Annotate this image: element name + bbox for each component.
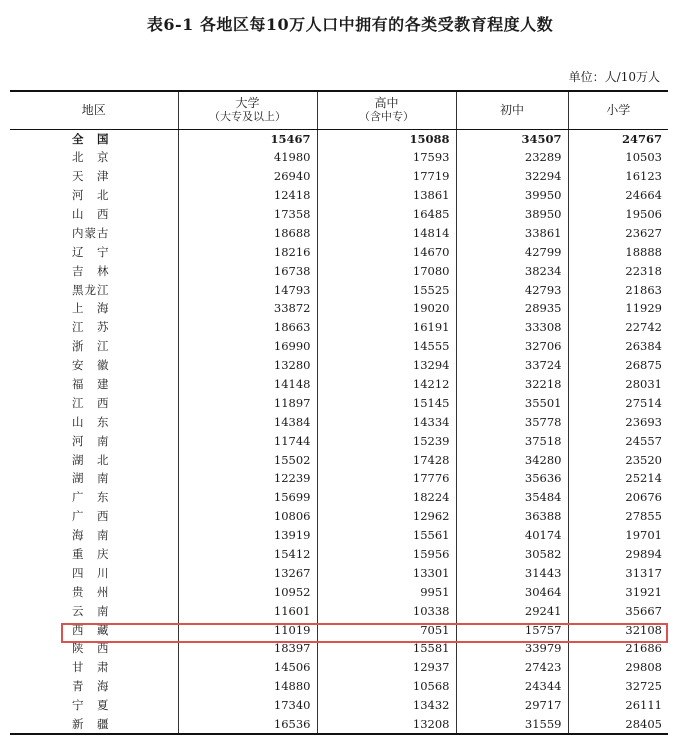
primary-cell: 25214 — [568, 469, 668, 488]
high-school-cell: 13301 — [317, 563, 456, 582]
university-cell: 14793 — [178, 280, 317, 299]
table-row — [10, 601, 668, 620]
table-row — [10, 620, 668, 639]
region-cell: 广 东 — [72, 490, 110, 505]
high-school-cell: 12962 — [317, 507, 456, 526]
junior-high-cell: 40174 — [456, 526, 568, 545]
university-cell: 18216 — [178, 242, 317, 261]
table-row — [10, 280, 668, 299]
region-cell: 山 东 — [72, 414, 110, 429]
primary-cell: 18888 — [568, 242, 668, 261]
primary-cell: 31317 — [568, 563, 668, 582]
header-region — [10, 91, 178, 129]
junior-high-cell: 24344 — [456, 677, 568, 696]
high-school-cell: 16191 — [317, 318, 456, 337]
high-school-cell: 17776 — [317, 469, 456, 488]
high-school-cell: 17080 — [317, 261, 456, 280]
table-row — [10, 658, 668, 677]
header-university-sub: （大专及以上） — [209, 110, 286, 124]
high-school-cell: 15525 — [317, 280, 456, 299]
primary-cell: 19506 — [568, 205, 668, 224]
university-cell: 26940 — [178, 167, 317, 186]
junior-high-cell: 33724 — [456, 356, 568, 375]
junior-high-cell: 36388 — [456, 507, 568, 526]
high-school-cell: 17719 — [317, 167, 456, 186]
university-cell: 11897 — [178, 393, 317, 412]
junior-high-cell: 37518 — [456, 431, 568, 450]
table-row — [10, 186, 668, 205]
high-school-cell: 16485 — [317, 205, 456, 224]
header-primary-label: 小学 — [606, 103, 631, 118]
region-cell: 全 国 — [72, 131, 110, 146]
region-cell: 云 南 — [72, 603, 110, 618]
junior-high-cell: 33308 — [456, 318, 568, 337]
primary-cell: 22318 — [568, 261, 668, 280]
university-cell: 11601 — [178, 601, 317, 620]
primary-cell: 32108 — [568, 620, 668, 639]
university-cell: 13280 — [178, 356, 317, 375]
table-row — [10, 488, 668, 507]
header-region-label: 地区 — [81, 103, 106, 118]
region-cell: 上 海 — [72, 301, 110, 316]
region-cell: 陕 西 — [72, 641, 110, 656]
header-university-label: 大学 — [235, 96, 260, 111]
region-cell: 黑龙江 — [72, 282, 110, 297]
university-cell: 17358 — [178, 205, 317, 224]
junior-high-cell: 32706 — [456, 337, 568, 356]
university-cell: 12418 — [178, 186, 317, 205]
junior-high-cell: 35484 — [456, 488, 568, 507]
header-high-school-label: 高中 — [374, 96, 399, 111]
region-cell: 四 川 — [72, 565, 110, 580]
high-school-cell: 14212 — [317, 375, 456, 394]
primary-cell: 11929 — [568, 299, 668, 318]
table-row — [10, 526, 668, 545]
table-row — [10, 450, 668, 469]
junior-high-cell: 33979 — [456, 639, 568, 658]
high-school-cell: 15561 — [317, 526, 456, 545]
primary-cell: 26384 — [568, 337, 668, 356]
primary-cell: 23627 — [568, 223, 668, 242]
primary-cell: 22742 — [568, 318, 668, 337]
junior-high-cell: 42799 — [456, 242, 568, 261]
primary-cell: 21863 — [568, 280, 668, 299]
university-cell: 15412 — [178, 545, 317, 564]
high-school-cell: 14555 — [317, 337, 456, 356]
university-cell: 12239 — [178, 469, 317, 488]
junior-high-cell: 23289 — [456, 148, 568, 167]
region-cell: 西 藏 — [72, 622, 110, 637]
university-cell: 41980 — [178, 148, 317, 167]
primary-cell: 27855 — [568, 507, 668, 526]
region-cell: 江 西 — [72, 395, 110, 410]
table-row — [10, 507, 668, 526]
primary-cell: 32725 — [568, 677, 668, 696]
region-cell: 湖 南 — [72, 471, 110, 486]
table-row — [10, 639, 668, 658]
primary-cell: 26111 — [568, 696, 668, 715]
high-school-cell: 9951 — [317, 582, 456, 601]
primary-cell: 23693 — [568, 412, 668, 431]
high-school-cell: 13208 — [317, 715, 456, 734]
junior-high-cell: 32218 — [456, 375, 568, 394]
high-school-cell: 10568 — [317, 677, 456, 696]
table-row — [10, 167, 668, 186]
table-row — [10, 431, 668, 450]
high-school-cell: 15581 — [317, 639, 456, 658]
region-cell: 湖 北 — [72, 452, 110, 467]
table-row — [10, 563, 668, 582]
table-title: 表6-1 各地区每10万人口中拥有的各类受教育程度人数 — [146, 15, 554, 34]
primary-cell: 29894 — [568, 545, 668, 564]
primary-cell: 31921 — [568, 582, 668, 601]
table-row — [10, 582, 668, 601]
education-table — [10, 90, 668, 735]
table-body — [10, 129, 668, 734]
primary-cell: 24767 — [568, 129, 668, 148]
table-row — [10, 696, 668, 715]
region-cell: 河 北 — [72, 188, 110, 203]
university-cell: 16536 — [178, 715, 317, 734]
primary-cell: 21686 — [568, 639, 668, 658]
region-cell: 海 南 — [72, 528, 110, 543]
high-school-cell: 18224 — [317, 488, 456, 507]
region-cell: 山 西 — [72, 207, 110, 221]
table-row — [10, 242, 668, 261]
university-cell: 11744 — [178, 431, 317, 450]
junior-high-cell: 33861 — [456, 223, 568, 242]
table-row — [10, 356, 668, 375]
junior-high-cell: 29241 — [456, 601, 568, 620]
primary-cell: 29808 — [568, 658, 668, 677]
junior-high-cell: 35778 — [456, 412, 568, 431]
junior-high-cell: 31559 — [456, 715, 568, 734]
header-high-school-sub: （含中专） — [359, 110, 414, 124]
region-cell: 浙 江 — [72, 339, 110, 354]
university-cell: 15502 — [178, 450, 317, 469]
table-row — [10, 318, 668, 337]
region-cell: 福 建 — [72, 377, 110, 392]
junior-high-cell: 35501 — [456, 393, 568, 412]
university-cell: 14880 — [178, 677, 317, 696]
junior-high-cell: 29717 — [456, 696, 568, 715]
high-school-cell: 14670 — [317, 242, 456, 261]
table-row — [10, 205, 668, 224]
region-cell: 辽 宁 — [72, 244, 110, 259]
university-cell: 10952 — [178, 582, 317, 601]
unit-label: 单位：人/10万人 — [568, 70, 660, 84]
table-row — [10, 223, 668, 242]
university-cell: 18397 — [178, 639, 317, 658]
high-school-cell: 13294 — [317, 356, 456, 375]
high-school-cell: 7051 — [317, 620, 456, 639]
region-cell: 江 苏 — [72, 320, 110, 335]
junior-high-cell: 28935 — [456, 299, 568, 318]
primary-cell: 24557 — [568, 431, 668, 450]
primary-cell: 28031 — [568, 375, 668, 394]
table-row — [10, 677, 668, 696]
region-cell: 吉 林 — [72, 263, 110, 278]
primary-cell: 27514 — [568, 393, 668, 412]
junior-high-cell: 34507 — [456, 129, 568, 148]
university-cell: 13267 — [178, 563, 317, 582]
university-cell: 13919 — [178, 526, 317, 545]
region-cell: 广 西 — [72, 509, 110, 524]
table-row — [10, 545, 668, 564]
primary-cell: 10503 — [568, 148, 668, 167]
primary-cell: 20676 — [568, 488, 668, 507]
university-cell: 14506 — [178, 658, 317, 677]
table-row — [10, 412, 668, 431]
region-cell: 天 津 — [72, 169, 110, 184]
header-high-school — [317, 91, 456, 129]
primary-cell: 16123 — [568, 167, 668, 186]
junior-high-cell: 35636 — [456, 469, 568, 488]
header-university — [178, 91, 317, 129]
table-header — [10, 91, 668, 129]
header-primary — [568, 91, 668, 129]
region-cell: 重 庆 — [72, 547, 110, 562]
table-row — [10, 393, 668, 412]
table-row — [10, 261, 668, 280]
table-row — [10, 715, 668, 734]
high-school-cell: 12937 — [317, 658, 456, 677]
junior-high-cell: 27423 — [456, 658, 568, 677]
high-school-cell: 14814 — [317, 223, 456, 242]
primary-cell: 35667 — [568, 601, 668, 620]
primary-cell: 24664 — [568, 186, 668, 205]
junior-high-cell: 15757 — [456, 620, 568, 639]
table-row — [10, 469, 668, 488]
junior-high-cell: 34280 — [456, 450, 568, 469]
table-row — [10, 299, 668, 318]
high-school-cell: 19020 — [317, 299, 456, 318]
table-row — [10, 129, 668, 148]
high-school-cell: 13432 — [317, 696, 456, 715]
primary-cell: 19701 — [568, 526, 668, 545]
high-school-cell: 17428 — [317, 450, 456, 469]
region-cell: 河 南 — [72, 433, 110, 448]
university-cell: 15699 — [178, 488, 317, 507]
university-cell: 18663 — [178, 318, 317, 337]
table-row — [10, 148, 668, 167]
region-cell: 青 海 — [72, 679, 110, 694]
region-cell: 甘 肃 — [72, 660, 110, 675]
university-cell: 15467 — [178, 129, 317, 148]
region-cell: 内蒙古 — [72, 225, 110, 240]
junior-high-cell: 39950 — [456, 186, 568, 205]
junior-high-cell: 30582 — [456, 545, 568, 564]
university-cell: 17340 — [178, 696, 317, 715]
high-school-cell: 10338 — [317, 601, 456, 620]
university-cell: 16738 — [178, 261, 317, 280]
region-cell: 新 疆 — [10, 715, 178, 734]
table-row — [10, 375, 668, 394]
junior-high-cell: 30464 — [456, 582, 568, 601]
junior-high-cell: 42793 — [456, 280, 568, 299]
junior-high-cell: 38950 — [456, 205, 568, 224]
university-cell: 33872 — [178, 299, 317, 318]
region-cell: 宁 夏 — [72, 698, 110, 713]
region-cell: 北 京 — [72, 150, 110, 165]
primary-cell: 23520 — [568, 450, 668, 469]
university-cell: 18688 — [178, 223, 317, 242]
primary-cell: 26875 — [568, 356, 668, 375]
university-cell: 14148 — [178, 375, 317, 394]
high-school-cell: 15239 — [317, 431, 456, 450]
header-junior-high-label: 初中 — [499, 103, 524, 118]
high-school-cell: 14334 — [317, 412, 456, 431]
junior-high-cell: 38234 — [456, 261, 568, 280]
header-row — [10, 91, 668, 129]
high-school-cell: 15956 — [317, 545, 456, 564]
table-row — [10, 337, 668, 356]
high-school-cell: 13861 — [317, 186, 456, 205]
region-cell: 贵 州 — [72, 584, 110, 599]
university-cell: 10806 — [178, 507, 317, 526]
university-cell: 11019 — [178, 620, 317, 639]
junior-high-cell: 32294 — [456, 167, 568, 186]
high-school-cell: 17593 — [317, 148, 456, 167]
university-cell: 16990 — [178, 337, 317, 356]
high-school-cell: 15145 — [317, 393, 456, 412]
header-junior-high — [456, 91, 568, 129]
university-cell: 14384 — [178, 412, 317, 431]
region-cell: 安 徽 — [72, 358, 110, 373]
high-school-cell: 15088 — [317, 129, 456, 148]
junior-high-cell: 31443 — [456, 563, 568, 582]
primary-cell: 28405 — [568, 715, 668, 734]
